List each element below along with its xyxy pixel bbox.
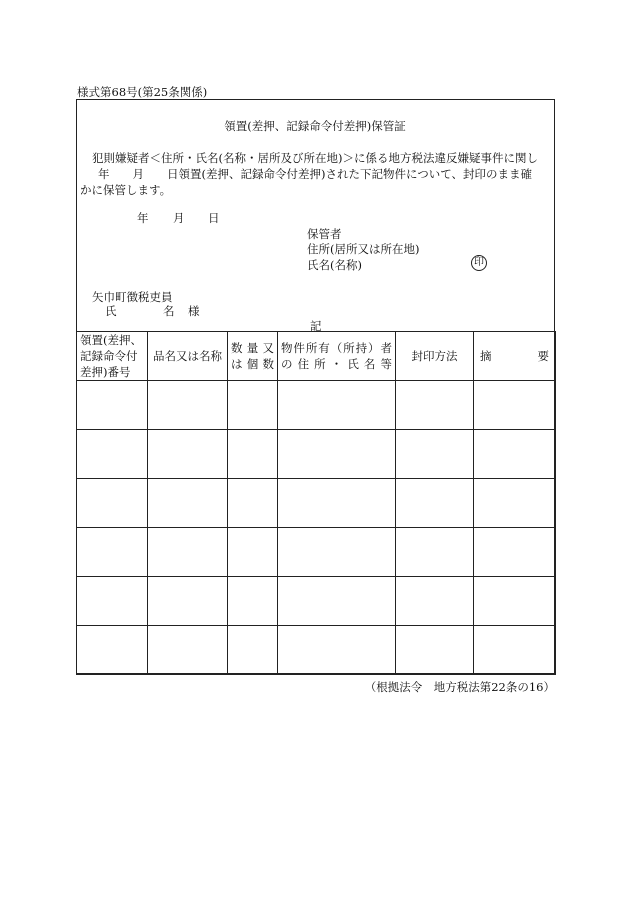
date-month-label: 月 <box>173 211 185 225</box>
cell-number[interactable] <box>77 430 148 479</box>
header-number-line: 記録命令付 <box>80 349 138 363</box>
header-number <box>77 332 148 381</box>
cell-seal-method[interactable] <box>396 626 474 675</box>
header-number-line: 領置(差押、 <box>80 333 142 347</box>
cell-number[interactable] <box>77 381 148 430</box>
custodian-name-label: 氏名(名称) <box>307 258 362 272</box>
cell-quantity[interactable] <box>228 381 278 430</box>
date-day-label: 日 <box>208 211 220 225</box>
cell-item-name[interactable] <box>148 479 228 528</box>
cell-remarks[interactable] <box>474 528 556 577</box>
addressee-name-label-2: 名 <box>163 304 175 318</box>
addressee-official: 矢巾町徴税吏員 <box>92 290 173 304</box>
cell-quantity[interactable] <box>228 430 278 479</box>
addressee-honorific: 様 <box>188 304 200 318</box>
cell-owner[interactable] <box>278 577 396 626</box>
table-row <box>77 577 556 626</box>
document-title: 領置(差押、記録命令付差押)保管証 <box>224 119 406 133</box>
header-remarks: 摘 要 <box>474 332 556 381</box>
addressee-name-label-1: 氏 <box>105 304 117 318</box>
custodian-address-label: 住所(居所又は所在地) <box>307 242 420 256</box>
table-row <box>77 528 556 577</box>
cell-item-name[interactable] <box>148 626 228 675</box>
cell-owner[interactable] <box>278 381 396 430</box>
form-number: 様式第68号(第25条関係) <box>77 85 208 99</box>
cell-owner[interactable] <box>278 626 396 675</box>
cell-remarks[interactable] <box>474 479 556 528</box>
table-row <box>77 479 556 528</box>
table-row <box>77 626 556 675</box>
statement-line-2: 年 月 日領置(差押、記録命令付差押)された下記物件について、封印のまま確 <box>98 167 533 181</box>
cell-number[interactable] <box>77 577 148 626</box>
cell-seal-method[interactable] <box>396 528 474 577</box>
custodian-label: 保管者 <box>307 227 342 241</box>
cell-number[interactable] <box>77 626 148 675</box>
cell-number[interactable] <box>77 479 148 528</box>
header-owner <box>278 332 396 381</box>
cell-quantity[interactable] <box>228 577 278 626</box>
header-number-line: 差押)番号 <box>80 365 131 379</box>
cell-seal-method[interactable] <box>396 430 474 479</box>
items-table <box>76 331 556 675</box>
header-quantity-line: 数量又 <box>231 341 274 355</box>
cell-remarks[interactable] <box>474 381 556 430</box>
header-quantity-line: は個数 <box>231 357 274 371</box>
cell-quantity[interactable] <box>228 479 278 528</box>
table-row <box>77 430 556 479</box>
table-row <box>77 381 556 430</box>
ki-label: 記 <box>310 319 322 333</box>
cell-remarks[interactable] <box>474 626 556 675</box>
cell-owner[interactable] <box>278 430 396 479</box>
cell-item-name[interactable] <box>148 430 228 479</box>
cell-item-name[interactable] <box>148 577 228 626</box>
header-quantity <box>228 332 278 381</box>
date-year-label: 年 <box>137 211 149 225</box>
cell-number[interactable] <box>77 528 148 577</box>
header-item-name: 品名又は名称 <box>148 332 228 381</box>
table-header-row <box>77 332 556 381</box>
cell-owner[interactable] <box>278 479 396 528</box>
header-owner-line: の住所・氏名等 <box>281 357 392 371</box>
cell-owner[interactable] <box>278 528 396 577</box>
statement-line-3: かに保管します。 <box>80 183 172 197</box>
legal-basis-note: （根拠法令 地方税法第22条の16） <box>364 680 555 694</box>
header-seal-method: 封印方法 <box>396 332 474 381</box>
cell-seal-method[interactable] <box>396 479 474 528</box>
cell-quantity[interactable] <box>228 626 278 675</box>
cell-seal-method[interactable] <box>396 381 474 430</box>
cell-item-name[interactable] <box>148 528 228 577</box>
statement-line-1: 犯則嫌疑者＜住所・氏名(名称・居所及び所在地)＞に係る地方税法違反嫌疑事件に関し <box>92 151 538 165</box>
seal-icon: 印 <box>471 255 487 271</box>
cell-quantity[interactable] <box>228 528 278 577</box>
cell-item-name[interactable] <box>148 381 228 430</box>
cell-seal-method[interactable] <box>396 577 474 626</box>
header-owner-line: 物件所有（所持）者 <box>281 341 392 355</box>
cell-remarks[interactable] <box>474 577 556 626</box>
cell-remarks[interactable] <box>474 430 556 479</box>
